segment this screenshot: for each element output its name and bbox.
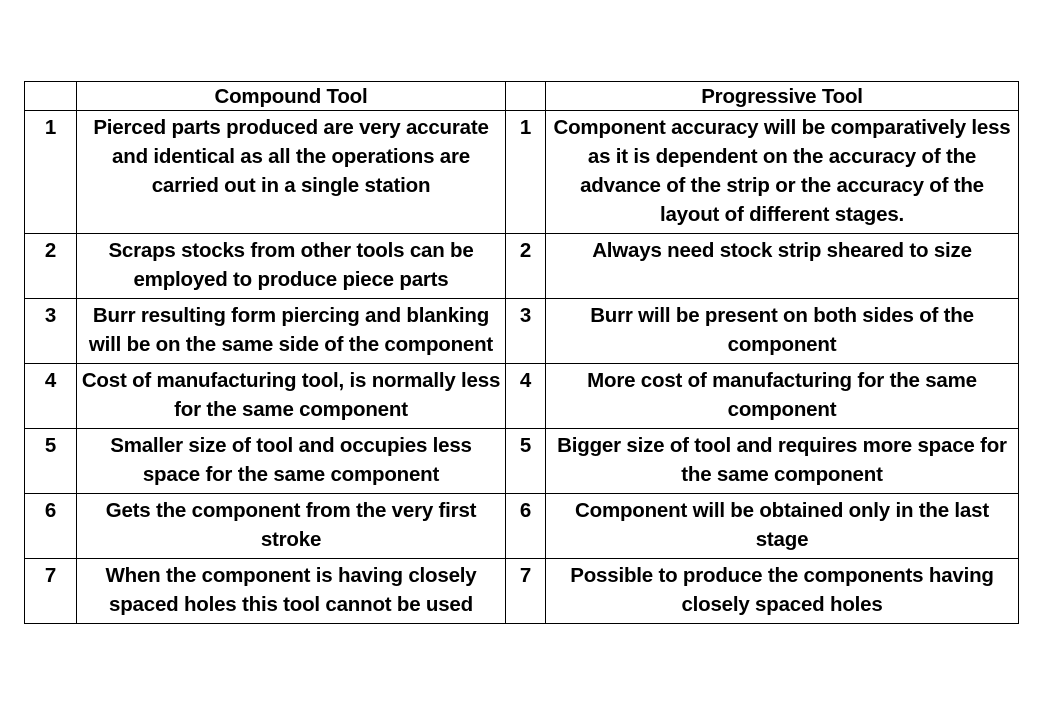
header-row <box>25 82 1019 111</box>
row-number: 5 <box>506 429 546 494</box>
table-row <box>25 364 1019 429</box>
progressive-cell: Component will be obtained only in the last stage <box>546 494 1019 559</box>
row-number: 5 <box>25 429 77 494</box>
progressive-cell: Possible to produce the components having closely spaced holes <box>546 559 1019 624</box>
progressive-cell: Burr will be present on both sides of the component <box>546 299 1019 364</box>
table-row <box>25 234 1019 299</box>
progressive-cell: Component accuracy will be comparatively less as it is dependent on the accuracy of the advance of the strip or the accuracy of the layout of different stages. <box>546 111 1019 234</box>
compound-cell: Scraps stocks from other tools can be employed to produce piece parts <box>77 234 506 299</box>
row-number: 6 <box>506 494 546 559</box>
table-row <box>25 299 1019 364</box>
row-number: 7 <box>506 559 546 624</box>
comparison-table <box>24 81 1019 624</box>
row-number: 2 <box>506 234 546 299</box>
progressive-cell: Always need stock strip sheared to size <box>546 234 1019 299</box>
row-number: 4 <box>506 364 546 429</box>
compound-cell: Smaller size of tool and occupies less space for the same component <box>77 429 506 494</box>
compound-cell: Burr resulting form piercing and blanking will be on the same side of the component <box>77 299 506 364</box>
row-number: 7 <box>25 559 77 624</box>
header-number-cell-1 <box>25 82 77 111</box>
row-number: 3 <box>25 299 77 364</box>
compound-cell: Pierced parts produced are very accurate and identical as all the operations are carried out in a single station <box>77 111 506 234</box>
header-compound-tool: Compound Tool <box>77 82 506 111</box>
compound-cell: Gets the component from the very first stroke <box>77 494 506 559</box>
row-number: 1 <box>506 111 546 234</box>
row-number: 4 <box>25 364 77 429</box>
table-row <box>25 494 1019 559</box>
row-number: 1 <box>25 111 77 234</box>
compound-cell: Cost of manufacturing tool, is normally less for the same component <box>77 364 506 429</box>
row-number: 2 <box>25 234 77 299</box>
row-number: 6 <box>25 494 77 559</box>
compound-cell: When the component is having closely spaced holes this tool cannot be used <box>77 559 506 624</box>
header-progressive-tool: Progressive Tool <box>546 82 1019 111</box>
progressive-cell: More cost of manufacturing for the same component <box>546 364 1019 429</box>
header-number-cell-2 <box>506 82 546 111</box>
table-row <box>25 111 1019 234</box>
table-row <box>25 559 1019 624</box>
row-number: 3 <box>506 299 546 364</box>
progressive-cell: Bigger size of tool and requires more space for the same component <box>546 429 1019 494</box>
table-row <box>25 429 1019 494</box>
